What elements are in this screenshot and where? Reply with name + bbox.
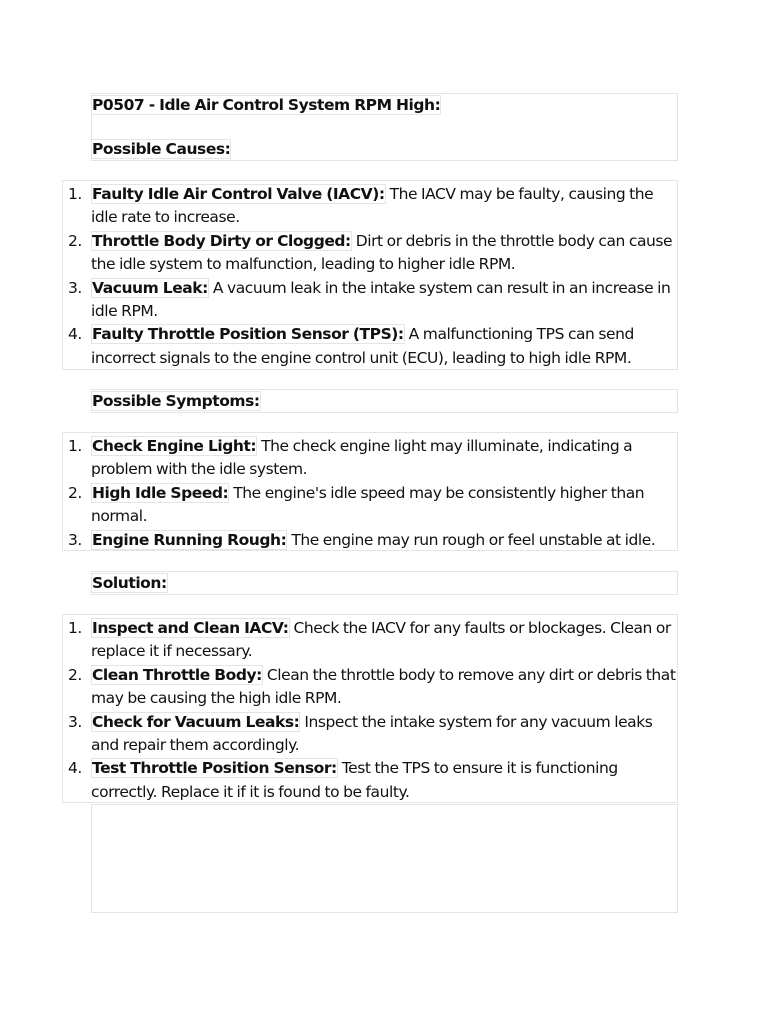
- list-number: 2.: [68, 483, 82, 502]
- list-number: 4.: [68, 325, 82, 344]
- solution-text: Test the TPS to ensure it is functioning correctly. Replace it if it is found to be faulty.: [91, 759, 618, 801]
- symptoms-heading: [91, 390, 261, 412]
- symptom-text: The engine may run rough or feel unstable at idle.: [287, 530, 656, 549]
- solution-term: Check for Vacuum Leaks:: [92, 712, 300, 731]
- cause-text: Dirt or debris in the throttle body can cause the idle system to malfunction, leading to higher idle RPM.: [91, 231, 673, 274]
- list-number: 3.: [68, 278, 82, 297]
- causes-heading: [91, 138, 231, 160]
- empty-block: [91, 804, 678, 913]
- list-item: [63, 230, 677, 277]
- solution-list: [62, 614, 678, 803]
- solution-text: Inspect the intake system for any vacuum leaks and repair them accordingly.: [91, 712, 653, 755]
- list-item: [63, 482, 677, 529]
- list-item: [63, 664, 677, 711]
- symptom-term: Engine Running Rough:: [92, 530, 287, 549]
- list-number: 2.: [68, 231, 82, 250]
- list-number: 4.: [68, 759, 82, 778]
- page-title-text: P0507 - Idle Air Control System RPM High:: [92, 96, 441, 114]
- symptom-text: The check engine light may illuminate, indicating a problem with the idle system.: [91, 437, 633, 479]
- solution-heading-block: [91, 571, 678, 595]
- solution-term: Test Throttle Position Sensor:: [92, 759, 337, 778]
- symptoms-list: [62, 432, 678, 551]
- symptom-term: High Idle Speed:: [92, 483, 229, 502]
- list-number: 3.: [68, 712, 82, 731]
- cause-text: The IACV may be faulty, causing the idle rate to increase.: [91, 185, 654, 227]
- cause-term: Vacuum Leak:: [92, 278, 208, 297]
- solution-text: Clean the throttle body to remove any dirt or debris that may be causing the high idle RPM.: [91, 665, 676, 708]
- causes-list: [62, 180, 678, 370]
- solution-term: Inspect and Clean IACV:: [92, 619, 289, 637]
- list-number: 1.: [68, 619, 82, 637]
- list-item: [63, 183, 677, 230]
- list-item: [63, 757, 677, 804]
- solution-term: Clean Throttle Body:: [92, 665, 262, 684]
- list-item: [63, 529, 677, 552]
- cause-term: Throttle Body Dirty or Clogged:: [92, 231, 351, 250]
- list-item: [63, 323, 677, 370]
- symptoms-heading-text: Possible Symptoms:: [92, 392, 260, 410]
- solution-text: Check the IACV for any faults or blockages. Clean or replace it if necessary.: [91, 619, 671, 661]
- cause-text: A malfunctioning TPS can send incorrect signals to the engine control unit (ECU), leading to high idle RPM.: [91, 325, 634, 367]
- list-item: [63, 435, 677, 482]
- list-number: 1.: [68, 437, 82, 455]
- list-number: 3.: [68, 530, 82, 549]
- list-number: 2.: [68, 665, 82, 684]
- list-item: [63, 617, 677, 664]
- causes-heading-text: Possible Causes:: [92, 140, 231, 158]
- list-item: [63, 711, 677, 758]
- cause-term: Faulty Throttle Position Sensor (TPS):: [92, 325, 404, 344]
- cause-term: Faulty Idle Air Control Valve (IACV):: [92, 185, 385, 203]
- solution-heading-text: Solution:: [92, 574, 167, 592]
- list-item: [63, 277, 677, 324]
- page-title: [91, 94, 441, 116]
- symptom-term: Check Engine Light:: [92, 437, 257, 455]
- solution-heading: [91, 572, 168, 594]
- list-number: 1.: [68, 185, 82, 203]
- symptom-text: The engine's idle speed may be consistently higher than normal.: [91, 483, 645, 526]
- cause-text: A vacuum leak in the intake system can result in an increase in idle RPM.: [91, 278, 671, 321]
